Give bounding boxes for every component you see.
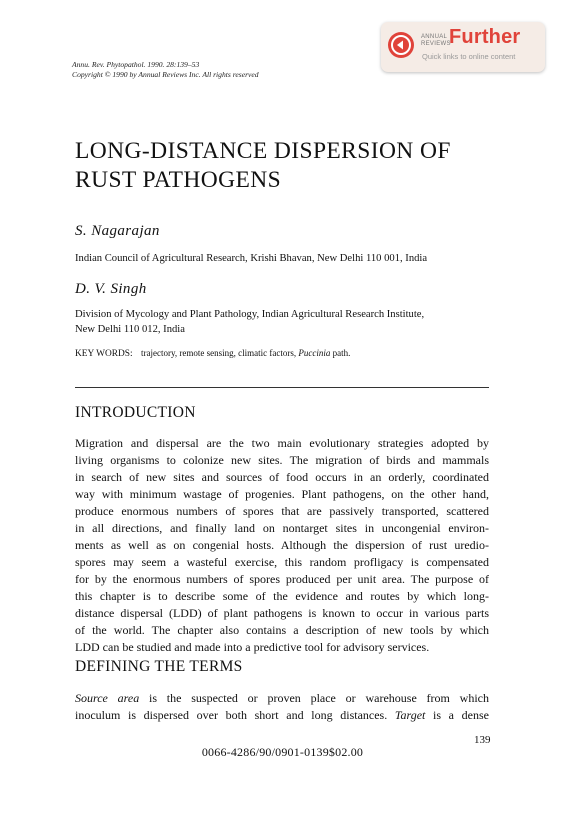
journal-line: Annu. Rev. Phytopathol. 1990. 28:139–53 bbox=[72, 60, 200, 69]
text-line: spores may seem a wasteful exercise, this random profligacy is compensated bbox=[75, 555, 489, 569]
further-word: Further bbox=[449, 26, 521, 48]
further-badge[interactable] bbox=[381, 22, 545, 72]
text-line: living organisms to colonize new sites. The migration of birds and mammals bbox=[75, 453, 489, 467]
text-line: Source area is the suspected or proven place or warehouse from which bbox=[75, 691, 489, 705]
text-line: of the world. The chapter also contains a description of new tools by which bbox=[75, 623, 489, 637]
text-line: way with minimum wastage of progenies. Plant pathogens, on the other hand, bbox=[75, 487, 489, 501]
defining-heading: DEFINING THE TERMS bbox=[75, 658, 243, 675]
text-line: for by the enormous numbers of spores produced per unit area. The purpose of bbox=[75, 572, 489, 586]
text-line: inoculum is dispersed over both short and long distances. Target is a dense bbox=[75, 708, 489, 722]
text-line: this chapter is to describe some of the evidence and routes by which long- bbox=[75, 589, 489, 603]
defining-paragraph bbox=[75, 690, 489, 724]
page-number: 139 bbox=[474, 734, 491, 746]
text-line: LDD can be studied and made into a predictive tool for advisory services. bbox=[75, 640, 430, 654]
keywords bbox=[75, 347, 495, 360]
text-line: distance dispersal (LDD) of plant pathogens is known to occur in various parts bbox=[75, 606, 489, 620]
author-2-affiliation: Division of Mycology and Plant Pathology, Indian Agricultural Research Institute, New Delhi 110 012, India bbox=[75, 309, 425, 335]
title-line-1: LONG-DISTANCE DISPERSION OF bbox=[75, 138, 451, 164]
divider bbox=[75, 387, 489, 388]
author-1-affiliation: Indian Council of Agricultural Research, Krishi Bhavan, New Delhi 110 001, India bbox=[75, 253, 428, 264]
text-line: ments as well as on congenial hosts. Although the dispersion of rust uredio- bbox=[75, 538, 489, 552]
title-line-2: RUST PATHOGENS bbox=[75, 167, 282, 193]
article-code: 0066-4286/90/0901-0139$02.00 bbox=[201, 745, 364, 759]
introduction-heading: INTRODUCTION bbox=[75, 404, 196, 421]
journal-citation bbox=[72, 60, 259, 80]
text-line: Migration and dispersal are the two main evolutionary strategies adopted by bbox=[75, 436, 489, 450]
author-1-name: S. Nagarajan bbox=[75, 223, 160, 239]
keywords-text: trajectory, remote sensing, climatic factors, Puccinia path. bbox=[140, 348, 351, 358]
author-2-name: D. V. Singh bbox=[75, 281, 147, 297]
text-line: produce enormous numbers of spores that are passively transported, scattered bbox=[75, 504, 489, 518]
text-line: in all directions, and finally land on nontarget sites in uncongenial environ- bbox=[75, 521, 489, 535]
annual-reviews-logo: ANNUAL REVIEWS bbox=[421, 34, 451, 47]
introduction-paragraph bbox=[75, 435, 489, 656]
text-line: in search of new sites and sources of food occurs in an orderly, coordinated bbox=[75, 470, 489, 484]
copyright-line: Copyright © 1990 by Annual Reviews Inc. All rights reserved bbox=[72, 70, 259, 79]
further-subtitle: Quick links to online content bbox=[422, 52, 516, 61]
article-title bbox=[75, 137, 495, 195]
keywords-label: KEY WORDS: bbox=[75, 349, 133, 359]
back-arrow-icon bbox=[388, 32, 414, 58]
